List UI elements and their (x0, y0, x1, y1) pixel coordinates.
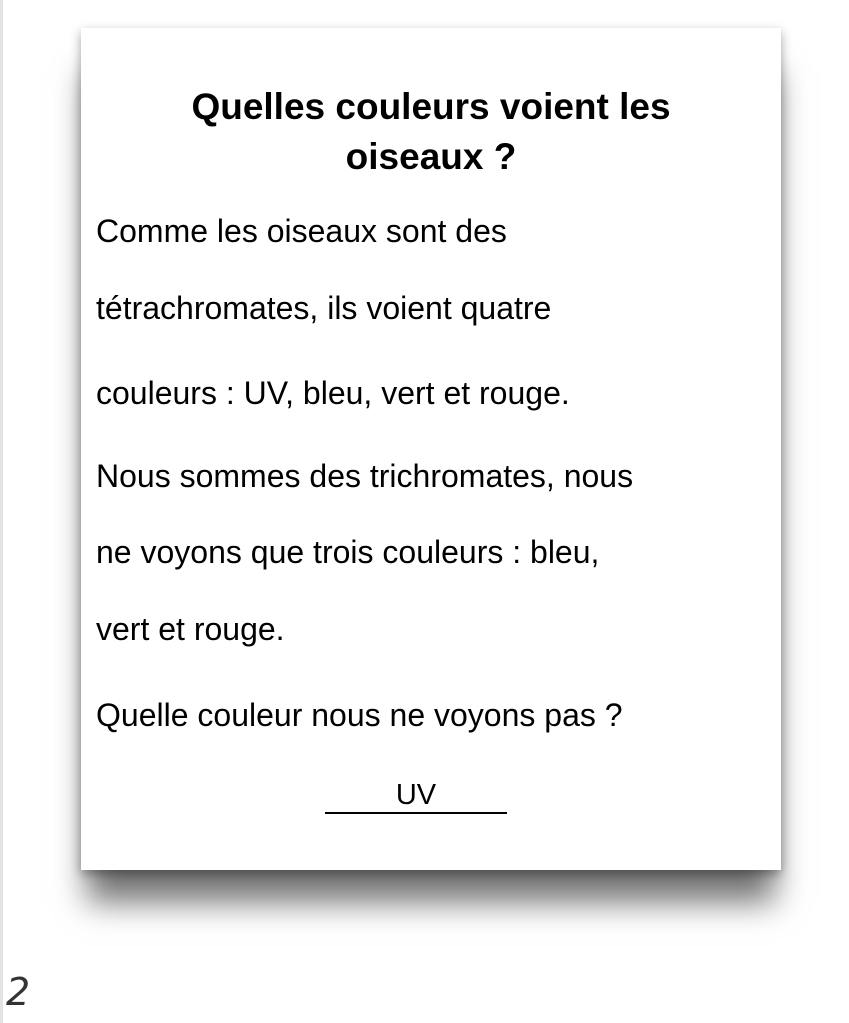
card-title (81, 82, 781, 182)
text-line: Comme les oiseaux sont des (96, 213, 507, 249)
text-line: couleurs : UV, bleu, vert et rouge. (96, 375, 570, 411)
card-title-line-1: Quelles couleurs voient les (191, 86, 671, 127)
page-edge (0, 0, 3, 1023)
text-line: tétrachromates, ils voient quatre (96, 290, 552, 326)
question-text: Quelle couleur nous ne voyons pas ? (96, 697, 623, 733)
text-line: Nous sommes des trichromates, nous (96, 458, 634, 494)
page-number: 2 (6, 970, 32, 1014)
text-line: vert et rouge. (96, 611, 285, 647)
answer-blank: UV (325, 778, 507, 814)
card-title-line-2: oiseaux ? (345, 136, 517, 177)
text-line: ne voyons que trois couleurs : bleu, (96, 534, 600, 570)
question-card (81, 28, 781, 870)
